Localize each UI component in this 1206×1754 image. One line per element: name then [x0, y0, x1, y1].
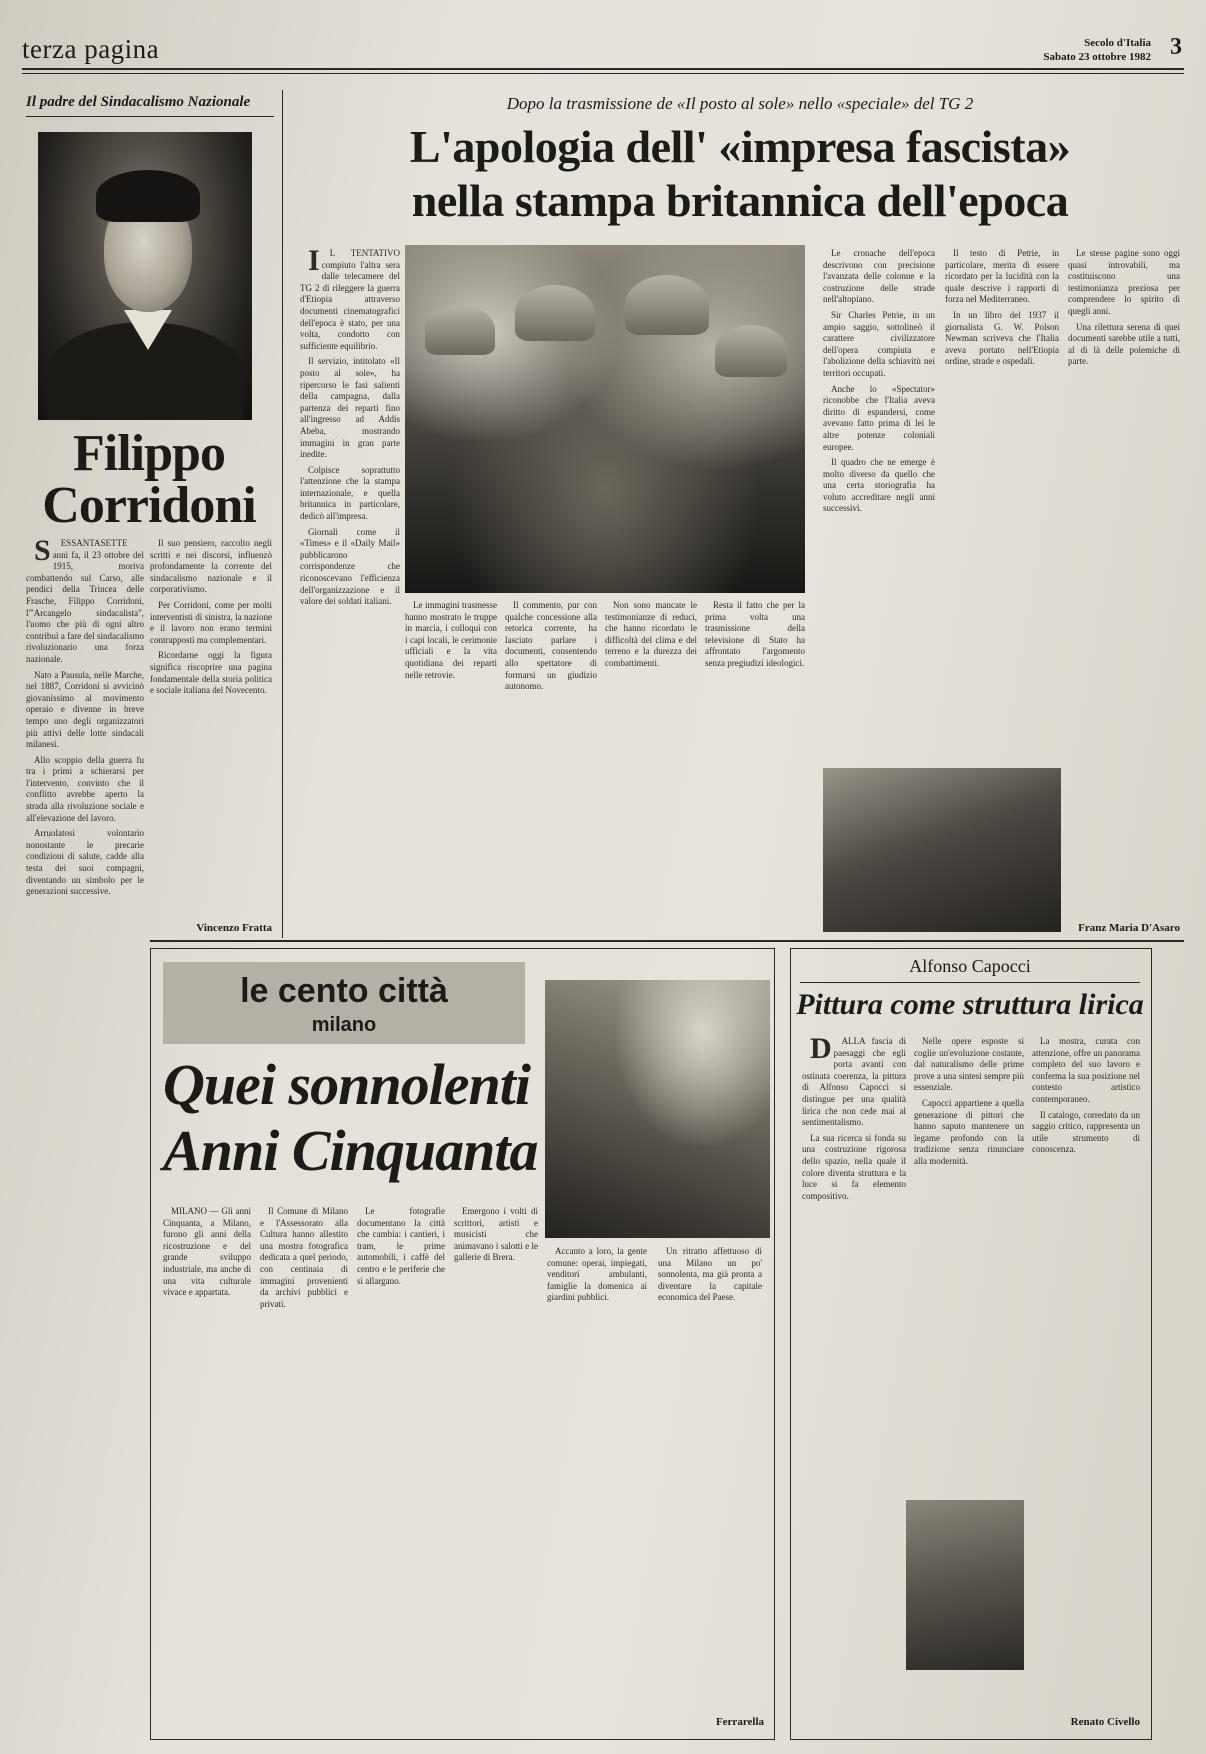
feature-col-1 [163, 1206, 251, 1726]
city-banner-name: milano [311, 1014, 377, 1036]
header-rule [22, 68, 1184, 70]
corridoni-portrait [38, 132, 252, 420]
masthead-info [1043, 36, 1151, 64]
left-kicker-rule [26, 116, 274, 117]
main-intro-column [300, 244, 400, 607]
feature-col-5 [547, 1246, 647, 1726]
troops-photo [823, 768, 1061, 932]
main-paragraph: Sir Charles Petrie, in un ampio saggio, sottolineò il carattere civilizzatore dell'opera compiuta e l'abolizione della schiavitù nei territori occupati. [823, 309, 935, 378]
feature-col-3 [357, 1206, 445, 1726]
main-right-column [823, 248, 935, 760]
left-paragraph: Il suo pensiero, raccolto negli scritti e nei discorsi, influenzò profondamente la corrente del sindacalismo nazionale e il corporativismo. [150, 538, 272, 595]
main-paragraph: Le immagini trasmesse hanno mostrato le truppe in marcia, i colloqui con i capi locali, le cerimonie ufficiali e la vita quotidiana dei reparti nelle retrovie. [405, 600, 497, 680]
feature-byline: Ferrarella [715, 1716, 764, 1728]
page-number: 3 [1170, 34, 1182, 60]
feature-col-2 [260, 1206, 348, 1726]
left-paragraph: Allo scoppio della guerra fu tra i primi a schierarsi per l'intervento, convinto che il conflitto avrebbe aperto la strada alla rivoluzione sociale e all'elevazione del lavoro. [26, 754, 144, 823]
capocci-painting [906, 1500, 1024, 1670]
feature-paragraph: Il Comune di Milano e l'Assessorato alla Cultura hanno allestito una mostra fotografica dedicata a quel periodo, con centinaia di immagini provenienti da archivi pubblici e privati. [260, 1206, 348, 1309]
capocci-col-3 [1032, 1036, 1140, 1712]
main-paragraph: Colpisce soprattutto l'attenzione che la stampa internazionale, e quella britannica in particolare, dedicò all'impresa. [300, 464, 400, 522]
capocci-author: Alfonso Capocci [909, 956, 1031, 976]
main-paragraph: IL TENTATIVO compiuto l'altra sera dalle telecamere del TG 2 di rileggere la guerra d'Etiopia attraverso documenti cinematografici dell'epoca è stato, per una volta, condotto con sufficiente equilibrio. [300, 244, 400, 351]
feature-col-4 [454, 1206, 538, 1726]
left-paragraph: Per Corridoni, come per molti interventisti di sinistra, la nazione e il lavoro non erano termini contrapposti ma complementari. [150, 599, 272, 645]
main-paragraph: Le cronache dell'epoca descrivono con precisione l'avanzata delle colonne e la costruzione delle strade nell'altopiano. [823, 248, 935, 305]
main-bottom-col-4 [705, 600, 805, 934]
main-kicker: Dopo la trasmissione de «Il posto al sole» nello «speciale» del TG 2 [506, 94, 974, 113]
headline-line-2: nella stampa britannica dell'epoca [411, 175, 1069, 226]
left-byline: Vincenzo Fratta [196, 922, 272, 934]
header-rule-thin [22, 73, 1184, 74]
city-banner-label: le cento città [240, 972, 448, 1010]
feature-paragraph: Emergono i volti di scrittori, artisti e musicisti che animavano i salotti e le gallerie di Brera. [454, 1206, 538, 1263]
left-kicker: Il padre del Sindacalismo Nazionale [26, 94, 251, 110]
column-divider [282, 90, 283, 938]
capocci-paragraph: Capocci appartiene a quella generazione di pittori che hanno saputo mantenere un legame profondo con la tradizione senza rinunciare alla modernità. [914, 1097, 1024, 1166]
section-name: terza pagina [22, 34, 160, 64]
feature-paragraph: Le fotografie documentano la città che cambia: i cantieri, i tram, le prime automobili, i caffè del centro e le periferie che si allargano. [357, 1206, 445, 1286]
capocci-paragraph: La mostra, curata con attenzione, offre un panorama completo del suo lavoro e conferma la sua posizione nel contesto artistico contemporaneo. [1032, 1036, 1140, 1104]
main-paragraph: Giornali come il «Times» e il «Daily Mail» pubblicarono corrispondenze che riconoscevano l'efficienza dell'organizzazione e il valore dei soldati italiani. [300, 526, 400, 607]
main-bottom-col-3 [605, 600, 697, 934]
main-paragraph: In un libro del 1937 il giornalista G. W. Polson Newman scriveva che l'Italia aveva portato nell'Etiopia ordine, strade e ospedali. [945, 309, 1059, 367]
capocci-rule [800, 982, 1140, 983]
feature-paragraph: Accanto a loro, la gente comune: operai, impiegati, venditori ambulanti, famiglie la domenica ai giardini pubblici. [547, 1246, 647, 1303]
main-paragraph: Il quadro che ne emerge è molto diverso da quello che una certa storiografia ha voluto accreditare negli anni successivi. [823, 457, 935, 514]
corridoni-name [26, 425, 272, 534]
name-first: Filippo [73, 425, 225, 482]
feature-paragraph: Un ritratto affettuoso di una Milano un po' sonnolenta, ma già pronta a diventare la capitale economica del Paese. [658, 1246, 762, 1303]
capocci-col-2 [914, 1036, 1024, 1492]
main-headline [300, 120, 1180, 228]
main-paragraph: Non sono mancate le testimonianze di reduci, che hanno ricordato le difficoltà del clima e del terreno e la durezza dei combattimenti. [605, 600, 697, 668]
left-paragraph: SESSANTASETTE anni fa, il 23 ottobre del 1915, moriva combattendo sul Carso, alle pendici della Trincea delle Frasche, Filippo Corridoni, l'"Arcangelo sindacalista", l'uomo che più di ogni altro contribuì a fare del sindacalismo rivoluzionario una forza nazionale. [26, 534, 144, 664]
main-paragraph: Il commento, pur con qualche concessione alla retorica corrente, ha lasciato parlare i documenti, consentendo allo spettatore di formarsi un giudizio autonomo. [505, 600, 597, 692]
name-last: Corridoni [42, 477, 256, 534]
paper-name: Secolo d'Italia [1084, 37, 1151, 49]
feature-headline [163, 1052, 543, 1184]
left-paragraph: Ricordarne oggi la figura significa riscoprire una pagina fondamentale della storia politica e sociale italiana del Novecento. [150, 650, 272, 696]
feature-col-6 [658, 1246, 762, 1706]
issue-date: Sabato 23 ottobre 1982 [1043, 51, 1151, 63]
main-paragraph: Una rilettura serena di quei documenti sarebbe utile a tutti, al di là delle polemiche di parte. [1068, 321, 1180, 367]
left-paragraph: Nato a Pausula, nelle Marche, nel 1887, Corridoni si avvicinò giovanissimo al movimento operaio e divenne in breve tempo uno degli organizzatori più attivi delle lotte sindacali milanesi. [26, 669, 144, 750]
main-paragraph: Il testo di Petrie, in particolare, merita di essere ricordato per la lucidità con la quale descrive i rapporti di forza nel Mediterraneo. [945, 248, 1059, 305]
main-paragraph: Anche lo «Spectator» riconobbe che l'Italia aveva diritto di espandersi, come avevano fatto prima di lei le altre potenze coloniali europee. [823, 383, 935, 452]
headline-line-1: L'apologia dell' «impresa fascista» [409, 121, 1071, 172]
feature-headline-line-1: Quei sonnolenti [163, 1052, 530, 1117]
capocci-paragraph: Nelle opere esposte si coglie un'evoluzione costante, dal naturalismo delle prime prove a una sintesi sempre più essenziale. [914, 1036, 1024, 1093]
capocci-col-1 [802, 1032, 906, 1726]
lower-section-rule [150, 940, 1184, 942]
capocci-headline: Pittura come struttura lirica [796, 988, 1144, 1021]
left-paragraph: Arruolatosi volontario nonostante le precarie condizioni di salute, cadde alla testa dei suoi compagni, diventando un simbolo per le generazioni successive. [26, 828, 144, 897]
feature-paragraph: MILANO — Gli anni Cinquanta, a Milano, furono gli anni della ricostruzione e del grande sviluppo industriale, ma anche di una vita culturale vivace e appartata. [163, 1206, 251, 1298]
milano-street-photo [545, 980, 770, 1238]
capocci-byline: Renato Civello [1070, 1716, 1140, 1728]
main-edge-column [1068, 248, 1180, 926]
soldiers-photo [405, 245, 805, 593]
main-paragraph: Il servizio, intitolato «Il posto al sole», ha ripercorso le fasi salienti della campagna, dalla partenza dei reparti fino all'ingresso ad Addis Abeba, mostrando immagini in gran parte inedite. [300, 356, 400, 460]
feature-headline-line-2: Anni Cinquanta [163, 1118, 538, 1183]
main-bottom-col-1 [405, 600, 497, 934]
main-byline: Franz Maria D'Asaro [1078, 922, 1180, 934]
capocci-paragraph: Il catalogo, corredato da un saggio critico, rappresenta un utile strumento di conoscenza. [1032, 1109, 1140, 1155]
left-article-body-2 [150, 538, 272, 928]
capocci-paragraph: La sua ricerca si fonda su una costruzione rigorosa dello spazio, nella quale il colore diventa struttura e la luce si fa elemento compositivo. [802, 1132, 906, 1201]
left-article-body [26, 534, 144, 1734]
main-far-right-column [945, 248, 1059, 760]
main-paragraph: Le stesse pagine sono oggi quasi introvabili, ma costituiscono una testimonianza preziosa per comprendere lo spirito di quegli anni. [1068, 248, 1180, 316]
capocci-paragraph: DALLA fascia di paesaggi che egli porta avanti con ostinata coerenza, la pittura di Alfonso Capocci si distingue per una qualità lirica che non cede mai al sentimentalismo. [802, 1032, 906, 1128]
main-paragraph: Resta il fatto che per la prima volta una trasmissione della televisione di Stato ha affrontato l'argomento senza pregiudizi ideologici. [705, 600, 805, 668]
main-bottom-col-2 [505, 600, 597, 934]
